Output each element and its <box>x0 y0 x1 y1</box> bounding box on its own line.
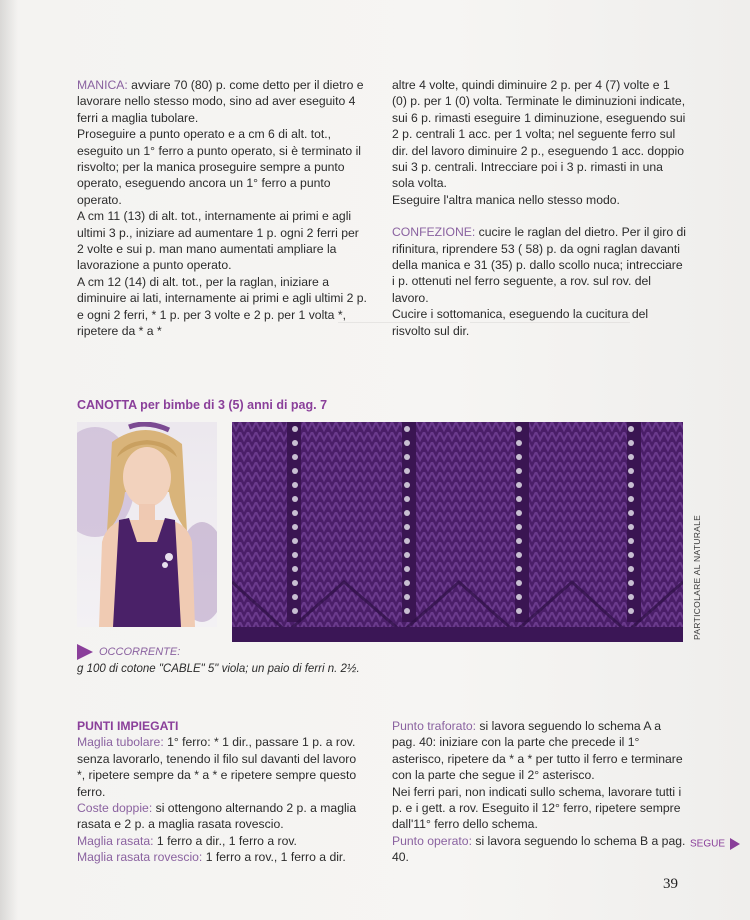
manica-paragraph-2: Proseguire a punto operato e a cm 6 di alt. tot., eseguito un 1° ferro a punto operato, si è terminato il risvolto; per la manica proseguire sempre a punto operato, eseguendo ancora un 1° ferro a punto operato. <box>77 127 362 207</box>
punto-operato-text: si lavora seguendo lo schema B a pag. 40. <box>392 833 686 865</box>
arrow-right-icon <box>730 838 740 850</box>
punto-traforato-text: si lavora seguendo lo schema A a pag. 40: iniziare con la parte che precede il 1° asterisco, ripetere da * a * per tutto il ferro e terminare con la parte che segue il 2° asterisco. <box>392 719 683 783</box>
manica-label: MANICA: <box>77 78 128 92</box>
coste-doppie-text: si ottengono alternando 2 p. a maglia rasata e 2 p. a maglia rasata rovescio. <box>77 801 357 832</box>
maglia-tubolare-paragraph <box>77 734 367 800</box>
bottom-right-column <box>392 718 687 866</box>
knit-swatch-illustration <box>232 422 683 642</box>
other-sleeve-paragraph: Eseguire l'altra manica nello stesso modo. <box>392 192 620 207</box>
confezione-paragraph <box>392 224 687 306</box>
coste-doppie-paragraph <box>77 800 367 833</box>
manica-text: avviare 70 (80) p. come detto per il dietro e lavorare nello stesso modo, sino ad aver eseguito 4 ferri a maglia tubolare. <box>77 78 364 125</box>
top-right-column <box>392 77 687 339</box>
maglia-rasata-rovescio-paragraph <box>77 849 367 865</box>
girl-photo <box>77 422 217 627</box>
occorrente-text: g 100 di cotone "CABLE" 5" viola; un paio di ferri n. 2½. <box>77 663 360 676</box>
raglan-paragraph: altre 4 volte, quindi diminuire 2 p. per 4 (7) volte e 1 (0) p. per 1 (0) volta. Terminate le diminuzioni indicate, sui 6 p. rimasti eseguire 1 diminuzione, eseguendo sui 2 p. centrali 1 acc. per 1 volta; nel seguente ferro sul dir. del lavoro diminuire 2 p., eseguendo 1 acc. doppio sui 3 p. centrali. Intrecciare poi i 3 p. rimasti in una sola volta. <box>392 78 686 191</box>
ferri-pari-paragraph: Nei ferri pari, non indicati sullo schema, lavorare tutti i p. e i gett. a rov. Eseguito il 12° ferro, ripetere sempre dall'11° ferro dello schema. <box>392 784 682 832</box>
maglia-rasata-paragraph <box>77 833 367 849</box>
punto-traforato-paragraph <box>392 718 687 784</box>
confezione-label: CONFEZIONE: <box>392 225 476 240</box>
bottom-left-column <box>77 718 367 866</box>
occorrente-block <box>77 644 377 678</box>
maglia-rasata-label: Maglia rasata: <box>77 833 154 848</box>
confezione-text: cucire le raglan del dietro. Per il giro di rifinitura, riprendere 53 ( 58) p. da ogni raglan davanti della manica e 31 (35) p. dallo scollo nuca; intrecciare i p. ottenuti nel ferro seguente, a rov. sul rov. del lavoro. <box>392 225 686 305</box>
punto-operato-paragraph <box>392 833 687 866</box>
occorrente-label: OCCORRENTE: <box>99 646 181 659</box>
girl-illustration <box>77 422 217 627</box>
side-caption: PARTICOLARE AL NATURALE <box>692 514 702 640</box>
maglia-rasata-rovescio-text: 1 ferro a rov., 1 ferro a dir. <box>202 850 346 865</box>
maglia-tubolare-text: 1° ferro: * 1 dir., passare 1 p. a rov. senza lavorarlo, tenendo il filo sul davanti del lavoro *, ripetere sempre da * a * e ripetere sempre questo ferro. <box>77 735 357 799</box>
top-left-column <box>77 77 367 340</box>
occorrente-heading <box>77 644 377 661</box>
page-number: 39 <box>663 876 678 892</box>
punto-traforato-label: Punto traforato: <box>392 719 477 733</box>
punti-impiegati-title: PUNTI IMPIEGATI <box>77 719 179 733</box>
knit-swatch-photo <box>232 422 683 642</box>
canotta-title: CANOTTA per bimbe di 3 (5) anni di pag. 7 <box>77 398 328 412</box>
punto-operato-label: Punto operato: <box>392 833 472 848</box>
maglia-rasata-rovescio-label: Maglia rasata rovescio: <box>77 850 203 865</box>
maglia-tubolare-label: Maglia tubolare: <box>77 735 164 750</box>
coste-doppie-label: Coste doppie: <box>77 801 153 816</box>
sottomanica-paragraph: Cucire i sottomanica, eseguendo la cucitura del risvolto sul dir. <box>392 307 649 338</box>
segue-label: SEGUE <box>690 838 726 850</box>
segue-indicator <box>690 838 740 850</box>
maglia-rasata-text: 1 ferro a dir., 1 ferro a rov. <box>153 833 297 848</box>
manica-paragraph-3: A cm 11 (13) di alt. tot., internamente ai primi e agli ultimi 3 p., iniziare ad aumentare 1 p. ogni 2 ferri per 2 volte e sui p. man mano aumentati ampliare la lavorazione a punto operato. <box>77 209 359 273</box>
manica-paragraph <box>77 77 367 126</box>
manica-paragraph-4: A cm 12 (14) di alt. tot., per la raglan, iniziare a diminuire ai lati, internamente ai primi e agli ultimi 2 p. e ogni 2 ferri, * 1 p. per 3 volte e 2 p. per 1 volta *, ripetere da * a * <box>77 274 367 339</box>
arrow-icon <box>77 644 93 660</box>
